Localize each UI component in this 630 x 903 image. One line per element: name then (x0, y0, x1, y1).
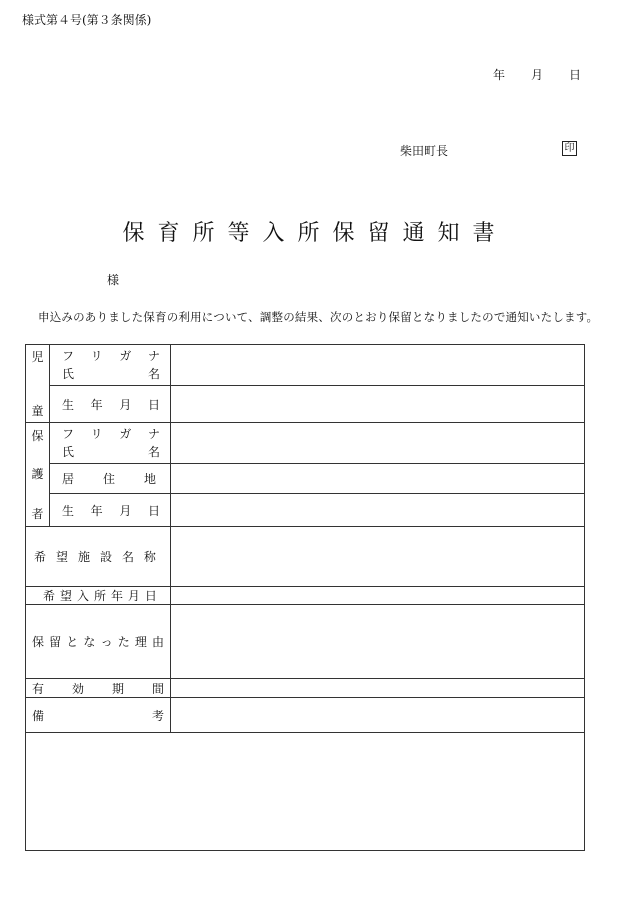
furigana-char: リ (90, 427, 103, 441)
child-section-label (26, 345, 50, 423)
date-day-label: 日 (569, 68, 582, 82)
validity-char: 期 (111, 681, 124, 696)
reason-char: 由 (151, 635, 164, 649)
furigana-char: リ (90, 349, 103, 363)
entry-date-field[interactable] (171, 587, 585, 605)
child-name-field[interactable] (171, 345, 585, 386)
validity-char: 有 (32, 681, 45, 696)
entry-date-char: 年 (110, 589, 123, 603)
guardian-address-field[interactable] (171, 464, 585, 494)
address-char: 住 (102, 472, 115, 486)
guardian-furigana-name-label (50, 423, 171, 464)
guardian-label-char: 者 (31, 507, 44, 521)
child-label-char: 童 (31, 404, 44, 418)
birthdate-char: 日 (147, 503, 160, 518)
entry-date-char: 月 (127, 589, 140, 603)
facility-field[interactable] (171, 527, 585, 587)
address-char: 地 (143, 472, 156, 486)
birthdate-char: 年 (90, 503, 103, 518)
entry-date-char: 入 (76, 589, 89, 603)
guardian-section-label (26, 423, 50, 527)
facility-row (26, 527, 585, 587)
validity-char: 効 (71, 681, 84, 696)
entry-date-label (26, 587, 171, 605)
facility-char: 設 (99, 550, 112, 564)
facility-label (26, 527, 171, 587)
remarks-char: 備 (32, 708, 45, 723)
facility-char: 名 (121, 550, 134, 564)
date-month-label: 月 (531, 68, 544, 82)
birthdate-char: 年 (90, 397, 103, 412)
entry-date-char: 望 (59, 589, 72, 603)
remarks-body-row (26, 733, 585, 851)
facility-char: 称 (143, 550, 156, 564)
validity-field[interactable] (171, 679, 585, 698)
reason-char: 保 (32, 635, 45, 649)
reason-label (26, 605, 171, 679)
reason-char: な (83, 635, 96, 649)
child-furigana-row (26, 345, 585, 386)
child-birthdate-label (50, 386, 171, 423)
reason-char: 理 (134, 635, 147, 649)
furigana-char: ナ (147, 427, 160, 441)
guardian-birthdate-field[interactable] (171, 494, 585, 527)
birthdate-char: 月 (119, 397, 132, 412)
furigana-char: ナ (147, 349, 160, 363)
birthdate-char: 日 (147, 397, 160, 412)
child-birthdate-field[interactable] (171, 386, 585, 423)
reason-row (26, 605, 585, 679)
furigana-char: ガ (119, 349, 132, 363)
child-birthdate-row (26, 386, 585, 423)
notice-form-table (25, 344, 585, 851)
remarks-char: 考 (151, 708, 164, 723)
name-char: 名 (147, 367, 160, 381)
guardian-label-char: 保 (31, 429, 44, 443)
guardian-address-label (50, 464, 171, 494)
facility-char: 望 (55, 550, 68, 564)
guardian-birthdate-label (50, 494, 171, 527)
guardian-furigana-row (26, 423, 585, 464)
guardian-label-char: 護 (31, 467, 44, 481)
intro-text: 申込みのありました保育の利用について、調整の結果、次のとおり保留となりましたので通知いたします。 (38, 310, 599, 324)
furigana-char: ガ (119, 427, 132, 441)
child-furigana-name-label (50, 345, 171, 386)
birthdate-char: 生 (62, 397, 75, 412)
birthdate-char: 生 (62, 503, 75, 518)
guardian-birthdate-row (26, 494, 585, 527)
date-line (493, 66, 581, 83)
validity-label (26, 679, 171, 698)
date-year-label: 年 (493, 68, 506, 82)
name-char: 氏 (62, 367, 75, 381)
reason-char: た (117, 635, 130, 649)
address-char: 居 (62, 472, 75, 486)
reason-field[interactable] (171, 605, 585, 679)
remarks-row (26, 698, 585, 733)
guardian-address-row (26, 464, 585, 494)
seal-mark: 印 (562, 141, 577, 156)
birthdate-char: 月 (119, 503, 132, 518)
reason-char: と (66, 635, 79, 649)
entry-date-char: 所 (93, 589, 106, 603)
name-char: 氏 (62, 445, 75, 459)
guardian-name-field[interactable] (171, 423, 585, 464)
furigana-char: フ (62, 427, 75, 441)
furigana-char: フ (62, 349, 75, 363)
entry-date-char: 希 (43, 589, 56, 603)
mayor-name: 柴田町長 (400, 144, 449, 158)
facility-char: 施 (77, 550, 90, 564)
reason-char: っ (100, 635, 113, 649)
remarks-field[interactable] (171, 698, 585, 733)
form-number: 様式第４号(第３条関係) (22, 13, 152, 27)
child-label-char: 児 (31, 350, 44, 364)
reason-char: 留 (49, 635, 62, 649)
facility-char: 希 (34, 550, 47, 564)
validity-char: 間 (151, 681, 164, 696)
addressee-label: 様 (107, 273, 120, 287)
remarks-label (26, 698, 171, 733)
remarks-body-field[interactable] (26, 733, 585, 851)
entry-date-row (26, 587, 585, 605)
name-char: 名 (147, 445, 160, 459)
validity-row (26, 679, 585, 698)
document-title: 保育所等入所保留通知書 (122, 221, 508, 246)
entry-date-char: 日 (144, 589, 157, 603)
